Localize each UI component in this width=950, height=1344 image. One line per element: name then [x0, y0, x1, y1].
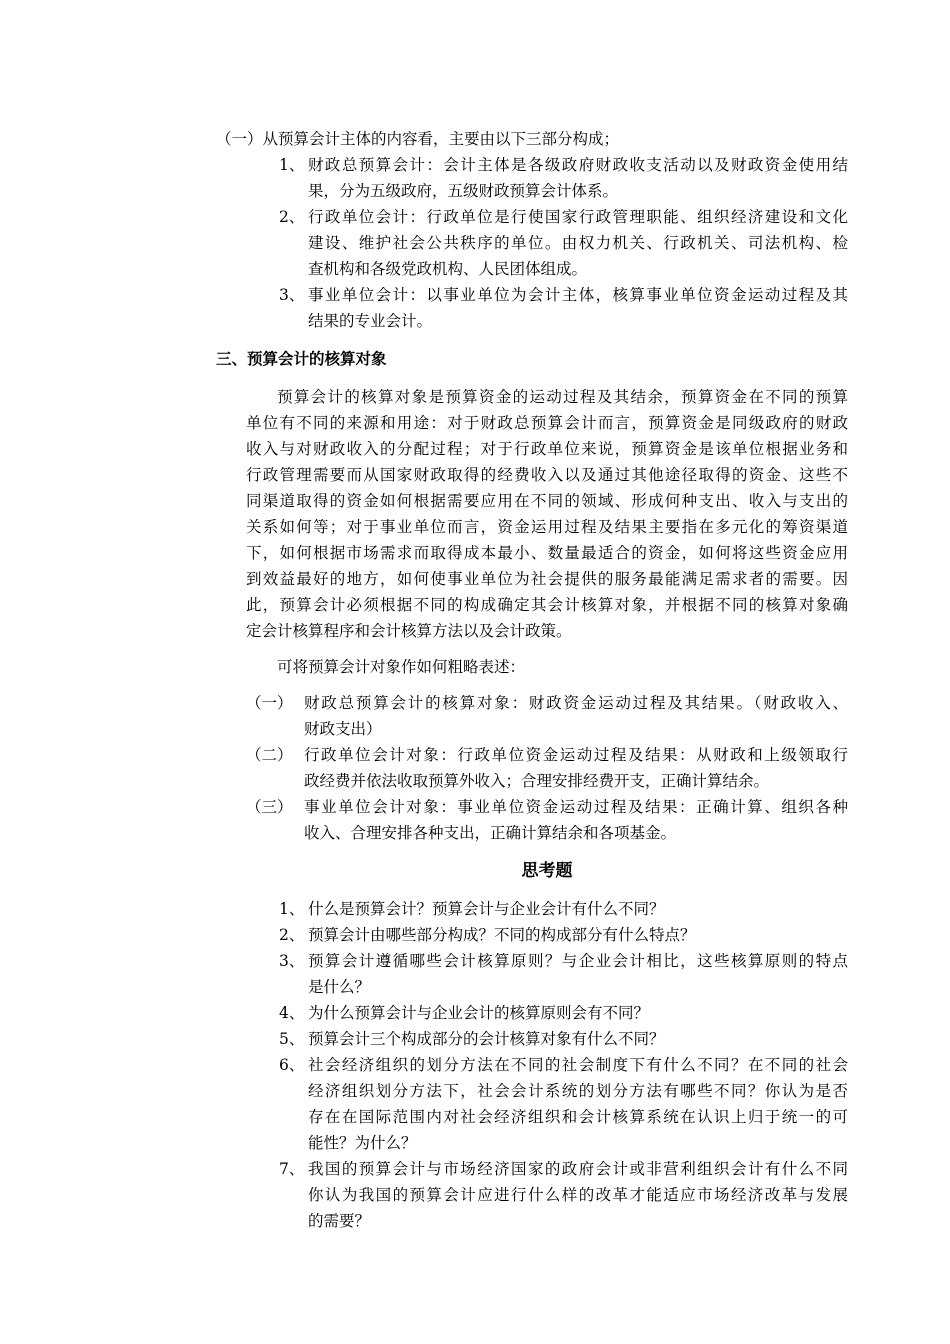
list-item-line: 结果的专业会计。 — [308, 312, 433, 330]
summary-intro: 可将预算会计对象作如何粗略表述： — [277, 658, 526, 676]
question-line: 我国的预算会计与市场经济国家的政府会计或非营利组织会计有什么不同 — [308, 1160, 848, 1178]
question-line: 经济组织划分方法下，社会会计系统的划分方法有哪些不同？你认为是否 — [308, 1082, 848, 1100]
list-item-line: 建设、维护社会公共秩序的单位。由权力机关、行政机关、司法机构、检 — [308, 234, 848, 252]
question-number: 3、 — [279, 952, 305, 970]
question-number: 7、 — [279, 1160, 305, 1178]
question-line: 预算会计由哪些部分构成？不同的构成部分有什么特点？ — [308, 926, 696, 944]
question-line: 的需要？ — [308, 1212, 371, 1230]
list-item-line: 事业单位会计：以事业单位为会计主体，核算事业单位资金运动过程及其 — [308, 286, 848, 304]
paragraph-line: 到效益最好的地方，如何使事业单位为社会提供的服务最能满足需求者的需要。因 — [246, 570, 848, 588]
question-line: 预算会计三个构成部分的会计核算对象有什么不同？ — [308, 1030, 665, 1048]
list-item-line: 果，分为五级政府，五级财政预算会计体系。 — [308, 182, 619, 200]
list-item-number: 2、 — [279, 208, 305, 226]
question-line: 为什么预算会计与企业会计的核算原则会有不同？ — [308, 1004, 650, 1022]
list-item-line: 政经费并依法收取预算外收入；合理安排经费开支，正确计算结余。 — [304, 772, 770, 790]
list-item-number: （二） — [246, 746, 293, 764]
paragraph-line: 此，预算会计必须根据不同的构成确定其会计核算对象，并根据不同的核算对象确 — [246, 596, 848, 614]
list-item-number: （三） — [246, 798, 293, 816]
list-item-line: 行政单位会计：行政单位是行使国家行政管理职能、组织经济建设和文化 — [308, 208, 848, 226]
question-number: 4、 — [279, 1004, 305, 1022]
list-item-line: 财政总预算会计的核算对象：财政资金运动过程及其结果。（财政收入、 — [304, 694, 848, 712]
question-line: 社会经济组织的划分方法在不同的社会制度下有什么不同？在不同的社会 — [308, 1056, 848, 1074]
paragraph-line: 收入与对财政收入的分配过程；对于行政单位来说，预算资金是该单位根据业务和 — [246, 440, 848, 458]
list-item-line: 行政单位会计对象：行政单位资金运动过程及结果：从财政和上级领取行 — [304, 746, 848, 764]
question-line: 存在在国际范围内对社会经济组织和会计核算系统在认识上归于统一的可 — [308, 1108, 848, 1126]
paragraph-line: 预算会计的核算对象是预算资金的运动过程及其结余，预算资金在不同的预算 — [277, 388, 848, 406]
question-number: 1、 — [279, 900, 305, 918]
paragraph-line: 定会计核算程序和会计核算方法以及会计政策。 — [246, 622, 572, 640]
list-item-number: 1、 — [279, 156, 305, 174]
question-number: 5、 — [279, 1030, 305, 1048]
question-line: 你认为我国的预算会计应进行什么样的改革才能适应市场经济改革与发展 — [308, 1186, 848, 1204]
section-heading: 三、预算会计的核算对象 — [216, 349, 387, 368]
list-item-number: （一） — [246, 694, 293, 712]
paragraph-line: 单位有不同的来源和用途：对于财政总预算会计而言，预算资金是同级政府的财政 — [246, 414, 848, 432]
question-line: 是什么？ — [308, 978, 371, 996]
list-item-line: 事业单位会计对象：事业单位资金运动过程及结果：正确计算、组织各种 — [304, 798, 848, 816]
paragraph-line: 关系如何等；对于事业单位而言，资金运用过程及结果主要指在多元化的筹资渠道 — [246, 518, 848, 536]
list-item-line: 财政总预算会计：会计主体是各级政府财政收支活动以及财政资金使用结 — [308, 156, 848, 174]
question-line: 能性？为什么？ — [308, 1134, 417, 1152]
question-number: 6、 — [279, 1056, 305, 1074]
question-number: 2、 — [279, 926, 305, 944]
question-line: 什么是预算会计？预算会计与企业会计有什么不同？ — [308, 900, 665, 918]
paragraph-line: 下，如何根据市场需求而取得成本最小、数量最适合的资金，如何将这些资金应用 — [246, 544, 848, 562]
list-item-line: 查机构和各级党政机构、人民团体组成。 — [308, 260, 588, 278]
list-item-line: 收入、合理安排各种支出，正确计算结余和各项基金。 — [304, 824, 677, 842]
paragraph-line: 同渠道取得的资金如何根据需要应用在不同的领域、形成何种支出、收入与支出的 — [246, 492, 848, 510]
section-intro: （一）从预算会计主体的内容看，主要由以下三部分构成； — [216, 130, 620, 148]
questions-title: 思考题 — [521, 861, 573, 881]
list-item-line: 财政支出） — [304, 720, 382, 738]
paragraph-line: 行政管理需要而从国家财政取得的经费收入以及通过其他途径取得的资金、这些不 — [246, 466, 848, 484]
list-item-number: 3、 — [279, 286, 305, 304]
question-line: 预算会计遵循哪些会计核算原则？与企业会计相比，这些核算原则的特点 — [308, 952, 848, 970]
